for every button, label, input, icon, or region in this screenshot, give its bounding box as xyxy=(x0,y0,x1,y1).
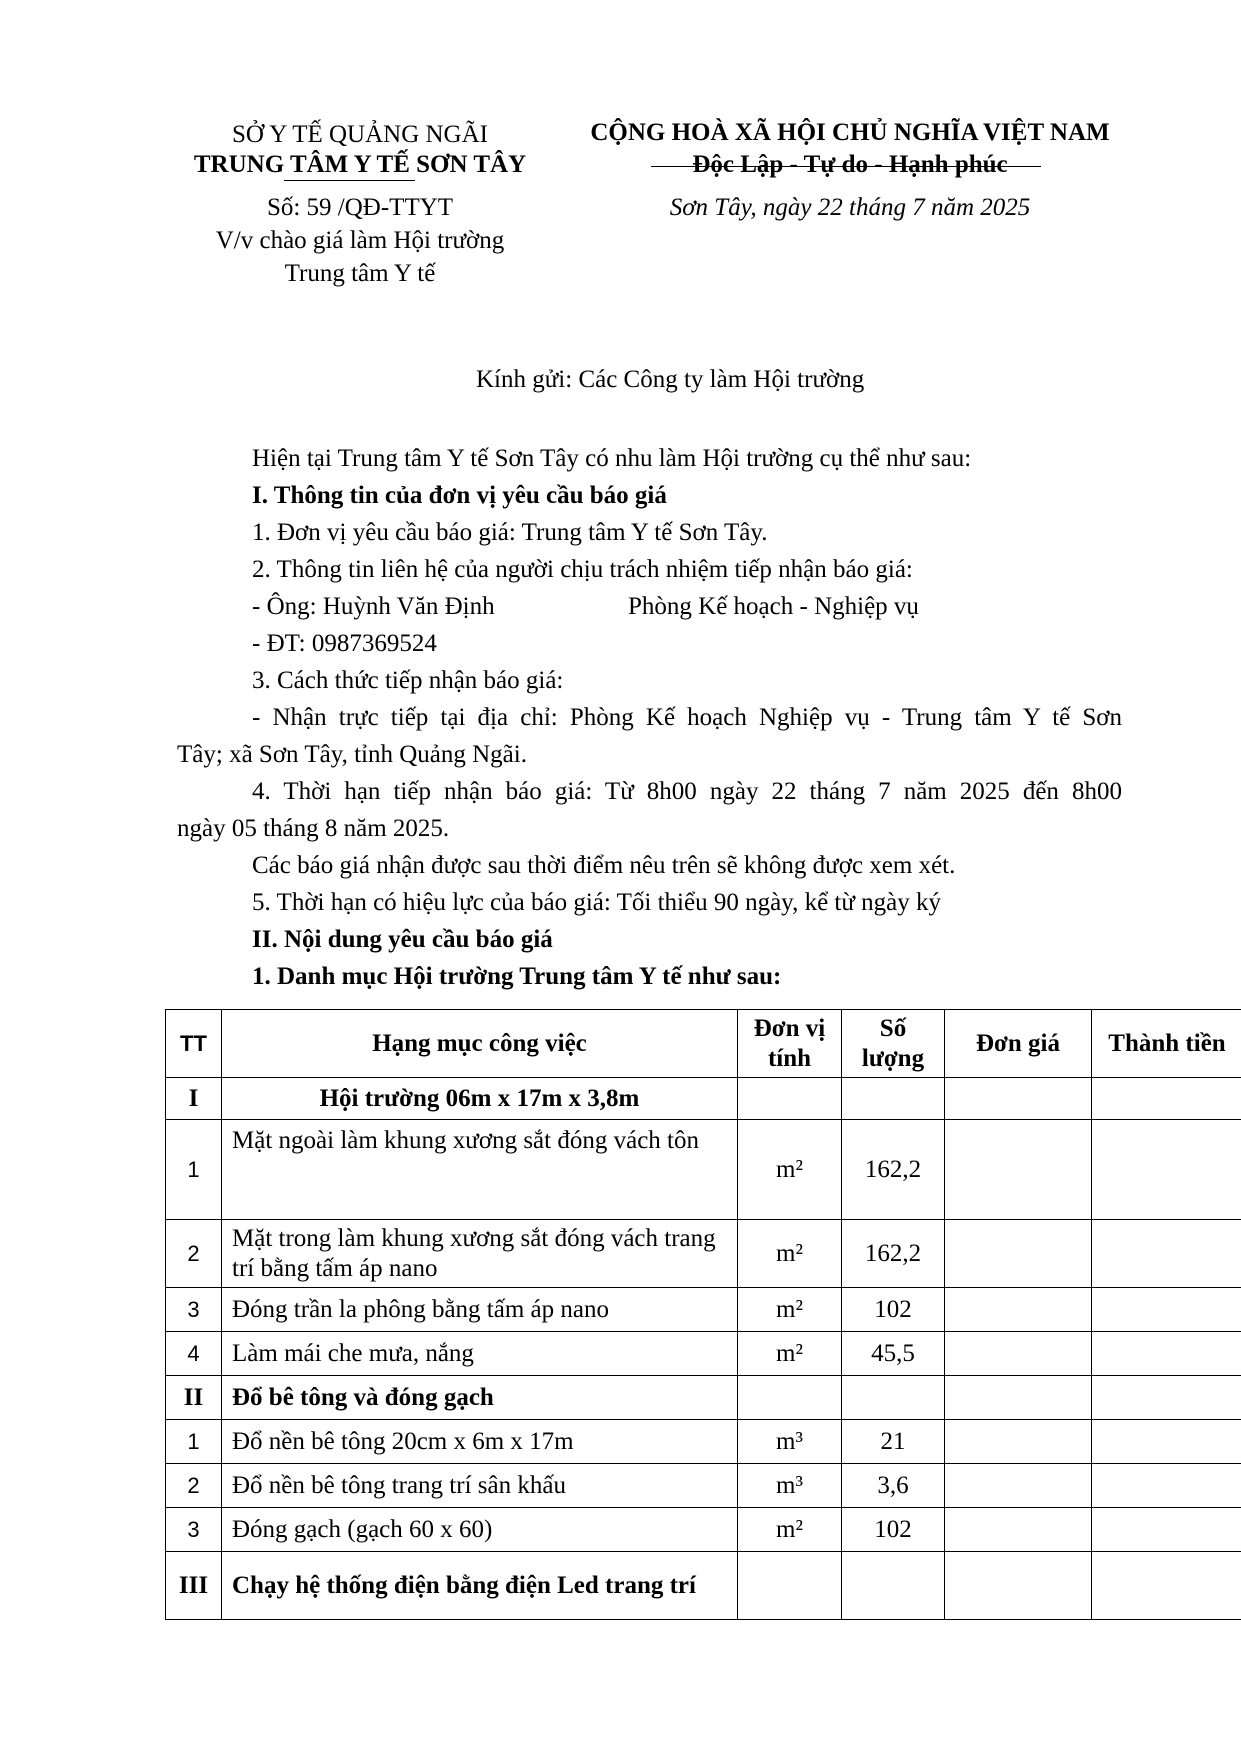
row-qty: 102 xyxy=(842,1508,945,1552)
row-tt: 3 xyxy=(166,1288,222,1332)
row-item: Làm mái che mưa, nắng xyxy=(222,1332,738,1376)
row-item: Hội trường 06m x 17m x 3,8m xyxy=(222,1078,738,1120)
row-unit xyxy=(738,1552,842,1620)
row-price xyxy=(945,1464,1092,1508)
row-unit xyxy=(738,1376,842,1420)
row-total xyxy=(1092,1332,1241,1376)
row-total xyxy=(1092,1078,1241,1120)
row-unit: m² xyxy=(738,1120,842,1220)
row-tt: 1 xyxy=(166,1420,222,1464)
contact-name: - Ông: Huỳnh Văn Định xyxy=(252,593,495,620)
row-total xyxy=(1092,1508,1241,1552)
row-price xyxy=(945,1552,1092,1620)
row-total xyxy=(1092,1420,1241,1464)
row-unit: m³ xyxy=(738,1464,842,1508)
row-price xyxy=(945,1288,1092,1332)
row-tt: 1 xyxy=(166,1120,222,1220)
row-item: Mặt ngoài làm khung xương sắt đóng vách tôn xyxy=(222,1120,738,1220)
table-row xyxy=(166,1332,1241,1376)
row-unit: m² xyxy=(738,1288,842,1332)
agency-name-text: TRUNG TÂM Y TẾ SƠN TÂY xyxy=(193,151,527,178)
row-total xyxy=(1092,1376,1241,1420)
row-qty: 21 xyxy=(842,1420,945,1464)
row-total xyxy=(1092,1120,1241,1220)
row-item: Đổ nền bê tông 20cm x 6m x 17m xyxy=(222,1420,738,1464)
header-tt: TT xyxy=(166,1010,222,1078)
agency-underline xyxy=(284,180,415,181)
table-row xyxy=(166,1288,1241,1332)
table-row xyxy=(166,1220,1241,1288)
table-row xyxy=(166,1464,1241,1508)
work-items-table xyxy=(165,1009,1241,1620)
table-row xyxy=(166,1120,1241,1220)
row-tt: III xyxy=(166,1552,222,1620)
row-item: Đóng gạch (gạch 60 x 60) xyxy=(222,1508,738,1552)
row-unit: m³ xyxy=(738,1420,842,1464)
row-qty: 45,5 xyxy=(842,1332,945,1376)
row-total xyxy=(1092,1552,1241,1620)
contact-department: Phòng Kế hoạch - Nghiệp vụ xyxy=(628,593,919,620)
list-title: 1. Danh mục Hội trường Trung tâm Y tế như sau: xyxy=(252,963,782,990)
row-unit: m² xyxy=(738,1220,842,1288)
header-quantity: Số lượng xyxy=(842,1010,945,1078)
row-unit: m² xyxy=(738,1332,842,1376)
row-price xyxy=(945,1332,1092,1376)
table-header-row xyxy=(166,1010,1241,1078)
header-unit-price: Đơn giá xyxy=(945,1010,1092,1078)
recipient: Kính gửi: Các Công ty làm Hội trường xyxy=(476,366,865,393)
agency-parent: SỞ Y TẾ QUẢNG NGÃI xyxy=(231,121,488,148)
header-total: Thành tiền xyxy=(1092,1010,1241,1078)
row-tt: 2 xyxy=(166,1220,222,1288)
header-work-item: Hạng mục công việc xyxy=(222,1010,738,1078)
row-qty: 162,2 xyxy=(842,1220,945,1288)
row-item: Đổ bê tông và đóng gạch xyxy=(222,1376,738,1420)
table-row xyxy=(166,1508,1241,1552)
info-item-3: 3. Cách thức tiếp nhận báo giá: xyxy=(252,667,564,694)
row-qty xyxy=(842,1078,945,1120)
row-tt: 2 xyxy=(166,1464,222,1508)
national-motto: Độc Lập - Tự do - Hạnh phúc xyxy=(692,151,1008,178)
row-tt: I xyxy=(166,1078,222,1120)
info-item-3-detail-cont: Tây; xã Sơn Tây, tỉnh Quảng Ngãi. xyxy=(177,741,527,768)
row-unit xyxy=(738,1078,842,1120)
info-item-3-detail: - Nhận trực tiếp tại địa chỉ: Phòng Kế hoạch Nghiệp vụ - Trung tâm Y tế Sơn xyxy=(252,704,1122,731)
row-item: Mặt trong làm khung xương sắt đóng vách trang trí bằng tấm áp nano xyxy=(222,1220,738,1288)
row-tt: II xyxy=(166,1376,222,1420)
row-total xyxy=(1092,1288,1241,1332)
table-row xyxy=(166,1078,1241,1120)
info-item-1: 1. Đơn vị yêu cầu báo giá: Trung tâm Y tế Sơn Tây. xyxy=(252,519,768,546)
row-total xyxy=(1092,1464,1241,1508)
row-price xyxy=(945,1220,1092,1288)
row-qty: 3,6 xyxy=(842,1464,945,1508)
national-title: CỘNG HOÀ XÃ HỘI CHỦ NGHĨA VIỆT NAM xyxy=(590,119,1110,146)
table-row xyxy=(166,1552,1241,1620)
section-2-title: II. Nội dung yêu cầu báo giá xyxy=(252,926,553,953)
row-unit: m² xyxy=(738,1508,842,1552)
row-price xyxy=(945,1120,1092,1220)
row-tt: 4 xyxy=(166,1332,222,1376)
intro-paragraph: Hiện tại Trung tâm Y tế Sơn Tây có nhu làm Hội trường cụ thể như sau: xyxy=(252,445,972,472)
row-qty xyxy=(842,1376,945,1420)
row-qty xyxy=(842,1552,945,1620)
info-item-4-cont: ngày 05 tháng 8 năm 2025. xyxy=(177,815,450,842)
row-price xyxy=(945,1078,1092,1120)
row-total xyxy=(1092,1220,1241,1288)
section-1-title: I. Thông tin của đơn vị yêu cầu báo giá xyxy=(252,482,667,509)
document-date: Sơn Tây, ngày 22 tháng 7 năm 2025 xyxy=(669,194,1031,221)
subject-line-2: Trung tâm Y tế xyxy=(284,260,436,287)
row-tt: 3 xyxy=(166,1508,222,1552)
contact-phone: - ĐT: 0987369524 xyxy=(252,630,437,657)
info-item-4: 4. Thời hạn tiếp nhận báo giá: Từ 8h00 ngày 22 tháng 7 năm 2025 đến 8h00 xyxy=(252,778,1122,805)
header-unit: Đơn vị tính xyxy=(738,1010,842,1078)
row-item: Đóng trần la phông bằng tấm áp nano xyxy=(222,1288,738,1332)
info-item-5: 5. Thời hạn có hiệu lực của báo giá: Tối thiểu 90 ngày, kể từ ngày ký xyxy=(252,889,942,916)
row-price xyxy=(945,1508,1092,1552)
motto-underline xyxy=(651,166,1041,167)
row-price xyxy=(945,1420,1092,1464)
late-submission-note: Các báo giá nhận được sau thời điểm nêu trên sẽ không được xem xét. xyxy=(252,852,956,879)
table-row xyxy=(166,1376,1241,1420)
table-row xyxy=(166,1420,1241,1464)
document-number: Số: 59 /QĐ-TTYT xyxy=(266,194,454,221)
subject-line-1: V/v chào giá làm Hội trường xyxy=(215,227,505,254)
info-item-2: 2. Thông tin liên hệ của người chịu trách nhiệm tiếp nhận báo giá: xyxy=(252,556,913,583)
row-item: Chạy hệ thống điện bằng điện Led trang trí xyxy=(222,1552,738,1620)
row-qty: 162,2 xyxy=(842,1120,945,1220)
row-price xyxy=(945,1376,1092,1420)
row-qty: 102 xyxy=(842,1288,945,1332)
row-item: Đổ nền bê tông trang trí sân khấu xyxy=(222,1464,738,1508)
agency-name xyxy=(160,150,560,180)
